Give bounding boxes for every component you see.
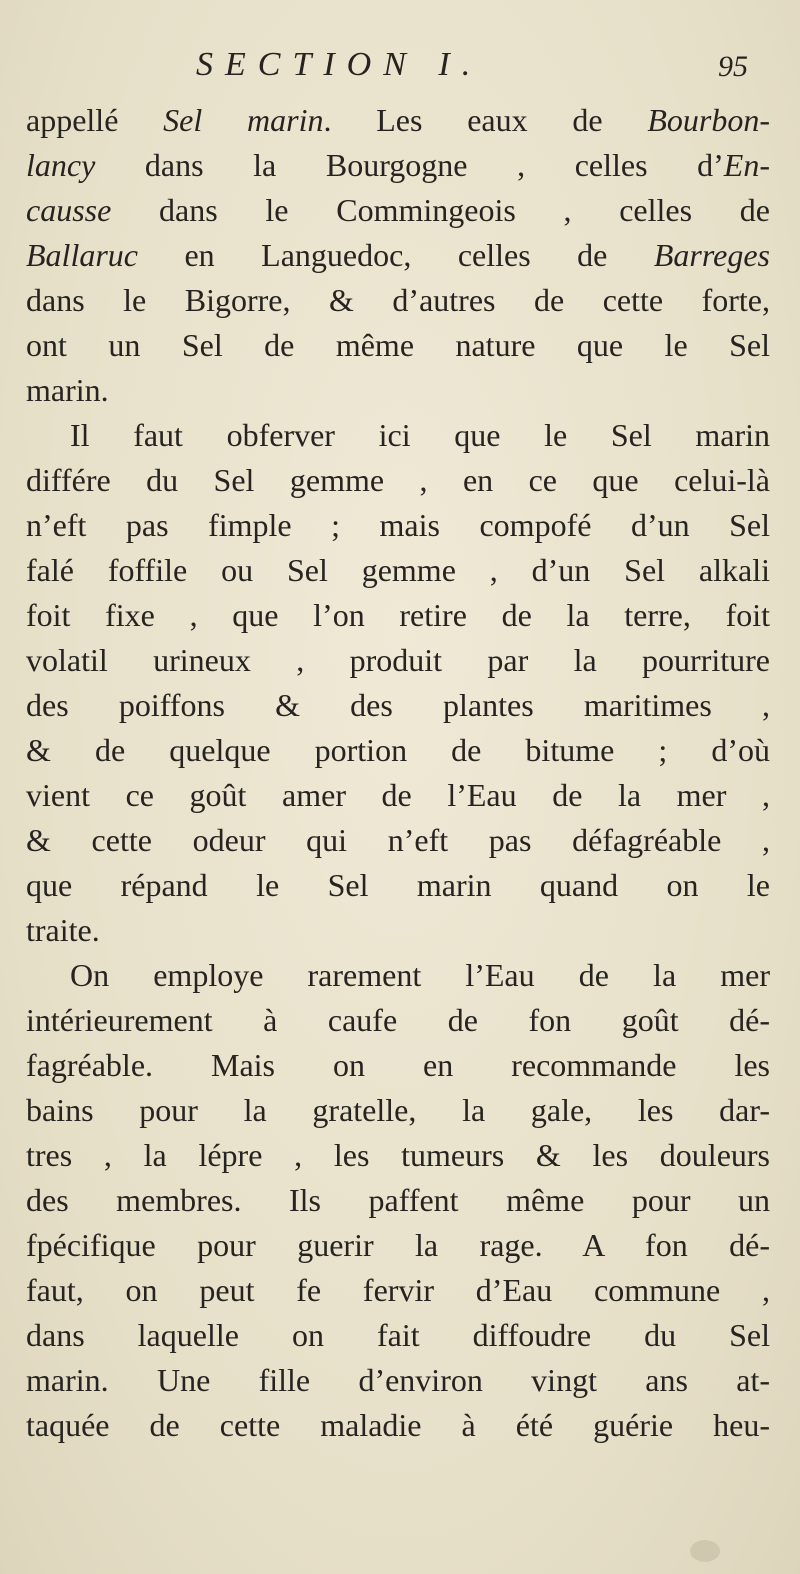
text-line: dans le Bigorre, & d’autres de cette forte,	[26, 282, 770, 318]
text-line: & de quelque portion de bitume ; d’où	[26, 732, 770, 768]
body-text	[26, 98, 770, 1448]
text-line: faut, on peut fe fervir d’Eau commune ,	[26, 1272, 770, 1308]
text-line: falé foffile ou Sel gemme , d’un Sel alkali	[26, 552, 770, 588]
text-line: fagréable. Mais on en recommande les	[26, 1047, 770, 1083]
text-line: n’eft pas fimple ; mais compofé d’un Sel	[26, 507, 770, 543]
text-line: foit fixe , que l’on retire de la terre, foit	[26, 597, 770, 633]
text-line: causse dans le Commingeois , celles de	[26, 192, 770, 228]
text-line: des poiffons & des plantes maritimes ,	[26, 687, 770, 723]
text-line: On employe rarement l’Eau de la mer	[70, 957, 770, 993]
text-line: dans laquelle on fait diffoudre du Sel	[26, 1317, 770, 1353]
text-line: appellé Sel marin. Les eaux de Bourbon-	[26, 102, 770, 138]
text-line: des membres. Ils paffent même pour un	[26, 1182, 770, 1218]
running-head: SECTION I.	[196, 46, 483, 83]
page-header	[0, 40, 800, 100]
text-line: lancy dans la Bourgogne , celles d’En-	[26, 147, 770, 183]
page-number: 95	[718, 50, 748, 83]
text-line: bains pour la gratelle, la gale, les dar-	[26, 1092, 770, 1128]
text-line: marin. Une fille d’environ vingt ans at-	[26, 1362, 770, 1398]
text-line: intérieurement à caufe de fon goût dé-	[26, 1002, 770, 1038]
paper-smudge	[690, 1540, 720, 1562]
text-line: volatil urineux , produit par la pourriture	[26, 642, 770, 678]
text-line: traite.	[26, 912, 100, 948]
text-line: Il faut obferver ici que le Sel marin	[70, 417, 770, 453]
text-line: différe du Sel gemme , en ce que celui-là	[26, 462, 770, 498]
text-line: vient ce goût amer de l’Eau de la mer ,	[26, 777, 770, 813]
text-line: tres , la lépre , les tumeurs & les douleurs	[26, 1137, 770, 1173]
text-line: fpécifique pour guerir la rage. A fon dé-	[26, 1227, 770, 1263]
text-line: Ballaruc en Languedoc, celles de Barreges	[26, 237, 770, 273]
text-line: marin.	[26, 372, 109, 408]
text-line: taquée de cette maladie à été guérie heu-	[26, 1407, 770, 1443]
text-line: que répand le Sel marin quand on le	[26, 867, 770, 903]
text-line: ont un Sel de même nature que le Sel	[26, 327, 770, 363]
text-line: & cette odeur qui n’eft pas défagréable ,	[26, 822, 770, 858]
